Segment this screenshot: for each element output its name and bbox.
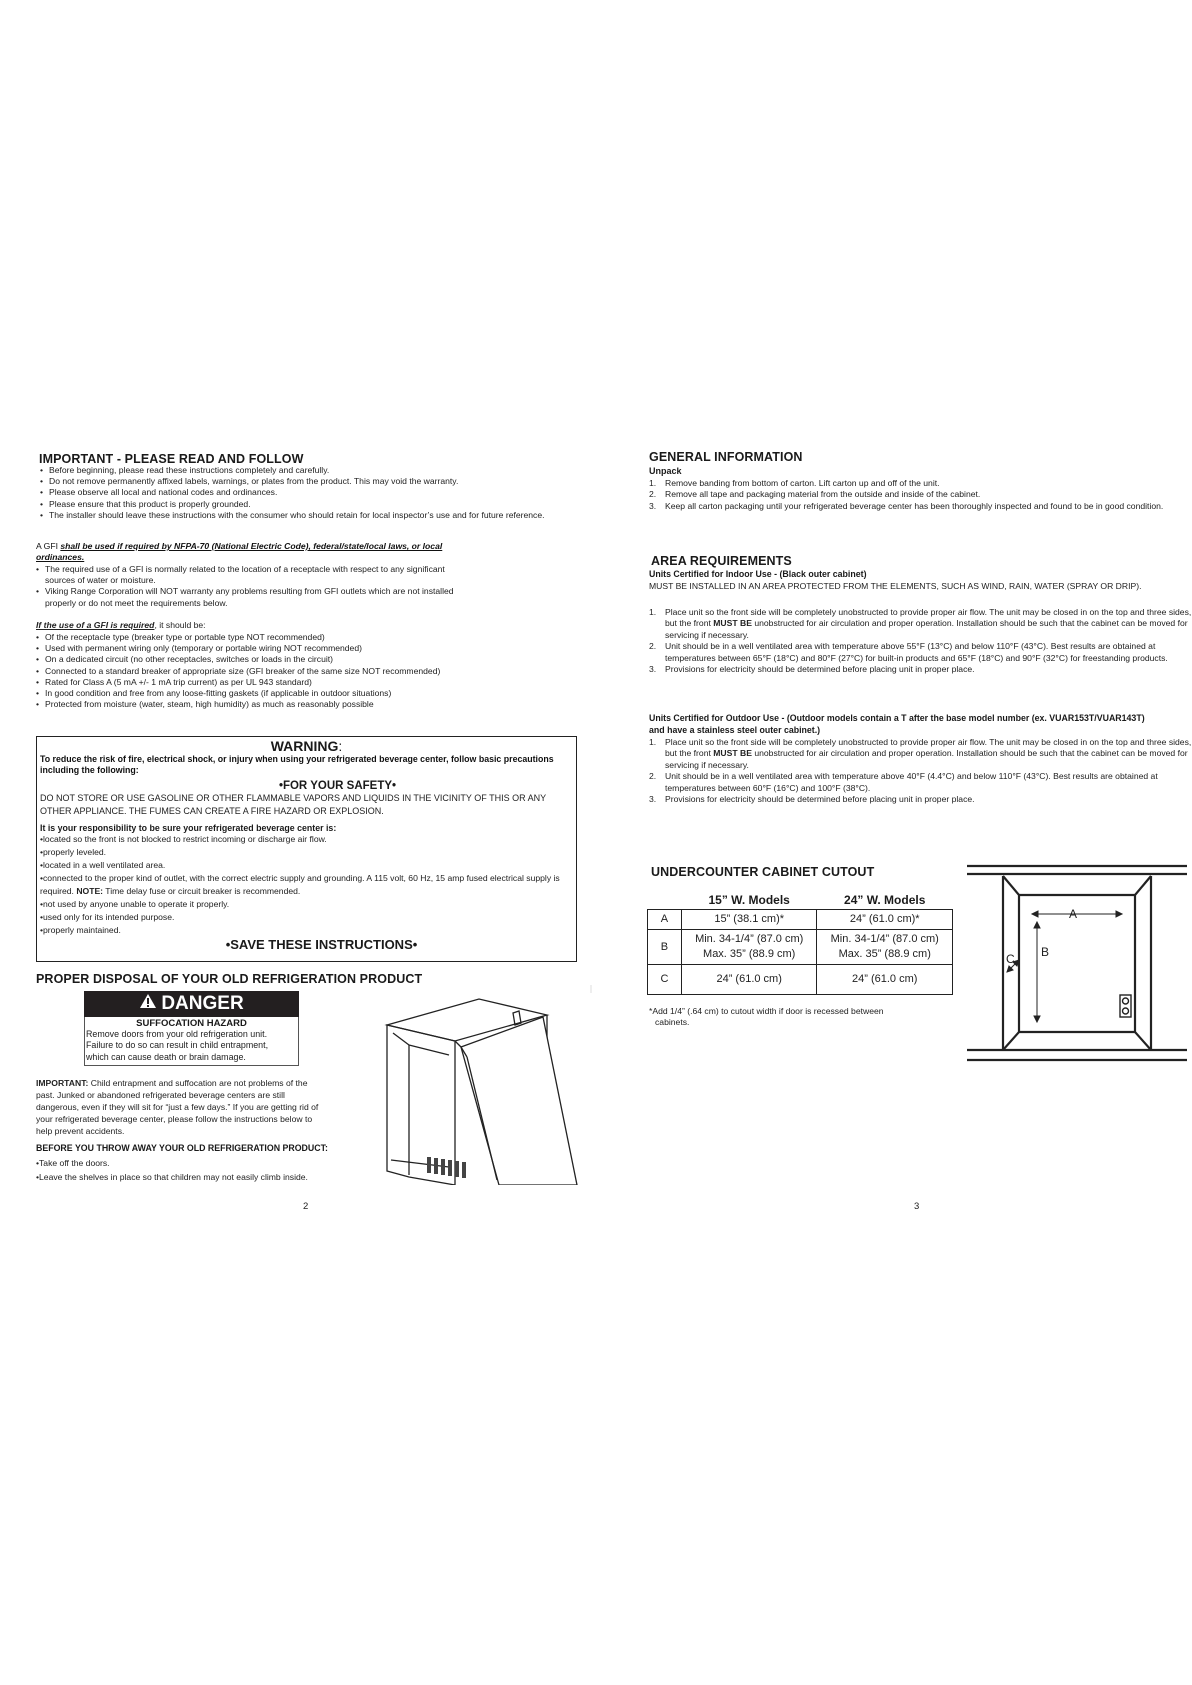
list-item: •properly maintained. (40, 925, 121, 935)
cutout-title: UNDERCOUNTER CABINET CUTOUT (651, 865, 875, 879)
list-item: • On a dedicated circuit (no other receptacles, switches or loads in the circuit) (34, 654, 454, 665)
list-item: 3. Provisions for electricity should be determined before placing unit in proper place. (649, 794, 975, 805)
important-title: IMPORTANT - PLEASE READ AND FOLLOW (39, 452, 304, 466)
gfi-conditions-list (34, 632, 454, 710)
hazard-title: SUFFOCATION HAZARD (136, 1018, 247, 1029)
table-row: C 24” (61.0 cm) 24” (61.0 cm) (648, 965, 953, 995)
list-item: • The installer should leave these instructions with the consumer who should retain for local inspector’s use and for future reference. (38, 510, 558, 521)
list-item: •used only for its intended purpose. (40, 912, 175, 922)
list-item: • Protected from moisture (water, steam, high humidity) as much as reasonably possible (34, 699, 454, 710)
list-item: • Of the receptacle type (breaker type or portable type NOT recommended) (34, 632, 454, 643)
column-header: 24” W. Models (844, 893, 926, 907)
danger-banner: DANGER (84, 991, 299, 1017)
indoor-title: Units Certified for Indoor Use - (Black outer cabinet) (649, 569, 867, 579)
list-item-connect: •connected to the proper kind of outlet, with the correct electric supply and grounding. A 115 volt, 60 Hz, 15 amp fused electrical supply is required. NOTE: Time delay fuse or circuit breaker is recommended. (40, 873, 560, 896)
indoor-caps: MUST BE INSTALLED IN AN AREA PROTECTED FROM THE ELEMENTS, SUCH AS WIND, RAIN, WATER (SPRAY OR DRIP). (649, 581, 1142, 591)
page-number: 2 (303, 1201, 309, 1212)
list-item: •located so the front is not blocked to restrict incoming or discharge air flow. (40, 834, 327, 844)
list-item: • Please ensure that this product is properly grounded. (38, 499, 558, 510)
gfi-list (34, 564, 464, 609)
outdoor-title: Units Certified for Outdoor Use - (Outdoor models contain a T after the base model number (ex. VUAR153T/VUAR143T) and have a stainless steel outer cabinet.) (649, 713, 1145, 735)
hazard-line: Remove doors from your old refrigeration unit. (86, 1029, 268, 1039)
safety-title: •FOR YOUR SAFETY• (278, 780, 397, 792)
diagram-label-b: B (1041, 945, 1050, 959)
list-item: •properly leveled. (40, 847, 107, 857)
warning-box (36, 736, 577, 962)
page-number: 3 (914, 1201, 920, 1212)
list-item: • Before beginning, please read these instructions completely and carefully. (38, 465, 558, 476)
list-item: 1. Place unit so the front side will be completely unobstructed to provide proper air flow. The unit may be closed in on the top and three sides, but the front MUST BE unobstructed for air circulation and proper operation. Installation should be such that the cabinet can be moved for servicing if necessary. (649, 607, 1192, 640)
general-title: GENERAL INFORMATION (649, 450, 803, 464)
diagram-label-c: C (1006, 952, 1015, 966)
table-row: A 15” (38.1 cm)* 24” (61.0 cm)* (648, 910, 953, 930)
gfi-if-required: If the use of a GFI is required, it should be: (36, 620, 206, 630)
warning-triangle-icon (139, 991, 157, 1017)
list-item: 2. Unit should be in a well ventilated area with temperature above 55°F (13°C) and below 110°F (43°C). Best results are obtained at temperatures between 65°F (18°C) and 80°F (27°C) for built-in products and 65°F (18°C) and 90°F (32°C) for freestanding products. (649, 641, 1168, 663)
list-item: • The required use of a GFI is normally related to the location of a receptacle with respect to any significant sources of water or moisture. (34, 564, 464, 586)
gfi-requirement: shall be used if required by NFPA-70 (National Electric Code), federal/state/local laws, or local ordinances. (36, 541, 443, 563)
warning-lead: To reduce the risk of fire, electrical shock, or injury when using your refrigerated beverage center, follow basic precautions including the following: (40, 754, 554, 775)
list-item: 2. Unit should be in a well ventilated area with temperature above 40°F (4.4°C) and below 110°F (43°C). Best results are obtained at temperatures between 60°F (16°C) and 100°F (38°C). (649, 771, 1158, 793)
list-item: •Take off the doors. (36, 1158, 110, 1168)
area-title: AREA REQUIREMENTS (651, 554, 792, 568)
responsibility-title: It is your responsibility to be sure your refrigerated beverage center is: (40, 823, 337, 833)
safety-text: DO NOT STORE OR USE GASOLINE OR OTHER FLAMMABLE VAPORS AND LIQUIDS IN THE VICINITY OF THIS OR ANY OTHER APPLIANCE. THE FUMES CAN CREATE A FIRE HAZARD OR EXPLOSION. (40, 793, 546, 816)
list-item: 2. Remove all tape and packaging material from the outside and inside of the cabinet. (649, 489, 981, 500)
hazard-line: Failure to do so can result in child entrapment, (86, 1040, 269, 1051)
gfi-statement: A GFI shall be used if required by NFPA-70 (National Electric Code), federal/state/local laws, or local ordinances. (36, 541, 443, 563)
unpack-subtitle: Unpack (649, 466, 682, 476)
list-item: • Do not remove permanently affixed labels, warnings, or plates from the product. This may void the warranty. (38, 476, 558, 487)
cutout-table (647, 891, 953, 995)
list-item: •Leave the shelves in place so that children may not easily climb inside. (36, 1172, 308, 1182)
list-item: • Connected to a standard breaker of appropriate size (GFI breaker of the same size NOT recommended) (34, 666, 454, 677)
before-title: BEFORE YOU THROW AWAY YOUR OLD REFRIGERATION PRODUCT: (36, 1143, 328, 1153)
table-row: B Min. 34-1/4” (87.0 cm) Max. 35” (88.9 cm) Min. 34-1/4” (87.0 cm) Max. 35” (88.9 cm) (648, 930, 953, 965)
list-item: 3. Keep all carton packaging until your refrigerated beverage center has been thoroughly inspected and found to be in good condition. (649, 500, 1164, 511)
list-item: 3. Provisions for electricity should be determined before placing unit in proper place. (649, 664, 975, 675)
diagram-label-a: A (1068, 907, 1078, 921)
danger-label-box (84, 991, 299, 1066)
list-item: 1. Remove banding from bottom of carton. Lift carton up and off of the unit. (649, 478, 940, 488)
cutout-note: *Add 1/4” (.64 cm) to cutout width if door is recessed between cabinets. (649, 1006, 884, 1028)
refrigerator-illustration (379, 985, 599, 1185)
list-item: •not used by anyone unable to operate it properly. (40, 899, 230, 909)
cutout-diagram (967, 862, 1187, 1070)
list-item: •located in a well ventilated area. (40, 860, 166, 870)
indoor-list (649, 607, 1192, 675)
list-item: • Viking Range Corporation will NOT warranty any problems resulting from GFI outlets which are not installed properly or do not meet the requirements below. (34, 586, 464, 608)
hazard-box (84, 1017, 299, 1066)
column-header: 15” W. Models (708, 893, 790, 907)
disposal-important: IMPORTANT: Child entrapment and suffocation are not problems of the past. Junked or abandoned refrigerated beverage centers are still dangerous, even if they will sit for “just a few days.” If you are getting rid of your refrigerated beverage center, please follow the instructions below to help prevent accidents. (36, 1078, 319, 1136)
important-list (38, 465, 558, 521)
list-item: 1. Place unit so the front side will be completely unobstructed to provide proper air flow. The unit may be closed in on the top and three sides, but the front MUST BE unobstructed for air circulation and proper operation. Installation should be such that the cabinet can be moved for servicing if necessary. (649, 737, 1192, 770)
list-item: • Used with permanent wiring only (temporary or portable wiring NOT recommended) (34, 643, 454, 654)
list-item: • Rated for Class A (5 mA +/- 1 mA trip current) as per UL 943 standard) (34, 677, 454, 688)
disposal-title: PROPER DISPOSAL OF YOUR OLD REFRIGERATION PRODUCT (36, 972, 423, 986)
warning-title: WARNING: (270, 738, 343, 754)
list-item: • In good condition and free from any loose-fitting gaskets (if applicable in outdoor situations) (34, 688, 454, 699)
save-instructions: •SAVE THESE INSTRUCTIONS• (225, 937, 418, 952)
outdoor-list (649, 737, 1192, 805)
list-item: • Please observe all local and national codes and ordinances. (38, 487, 558, 498)
general-list (649, 478, 1192, 512)
hazard-line: which can cause death or brain damage. (86, 1051, 246, 1062)
